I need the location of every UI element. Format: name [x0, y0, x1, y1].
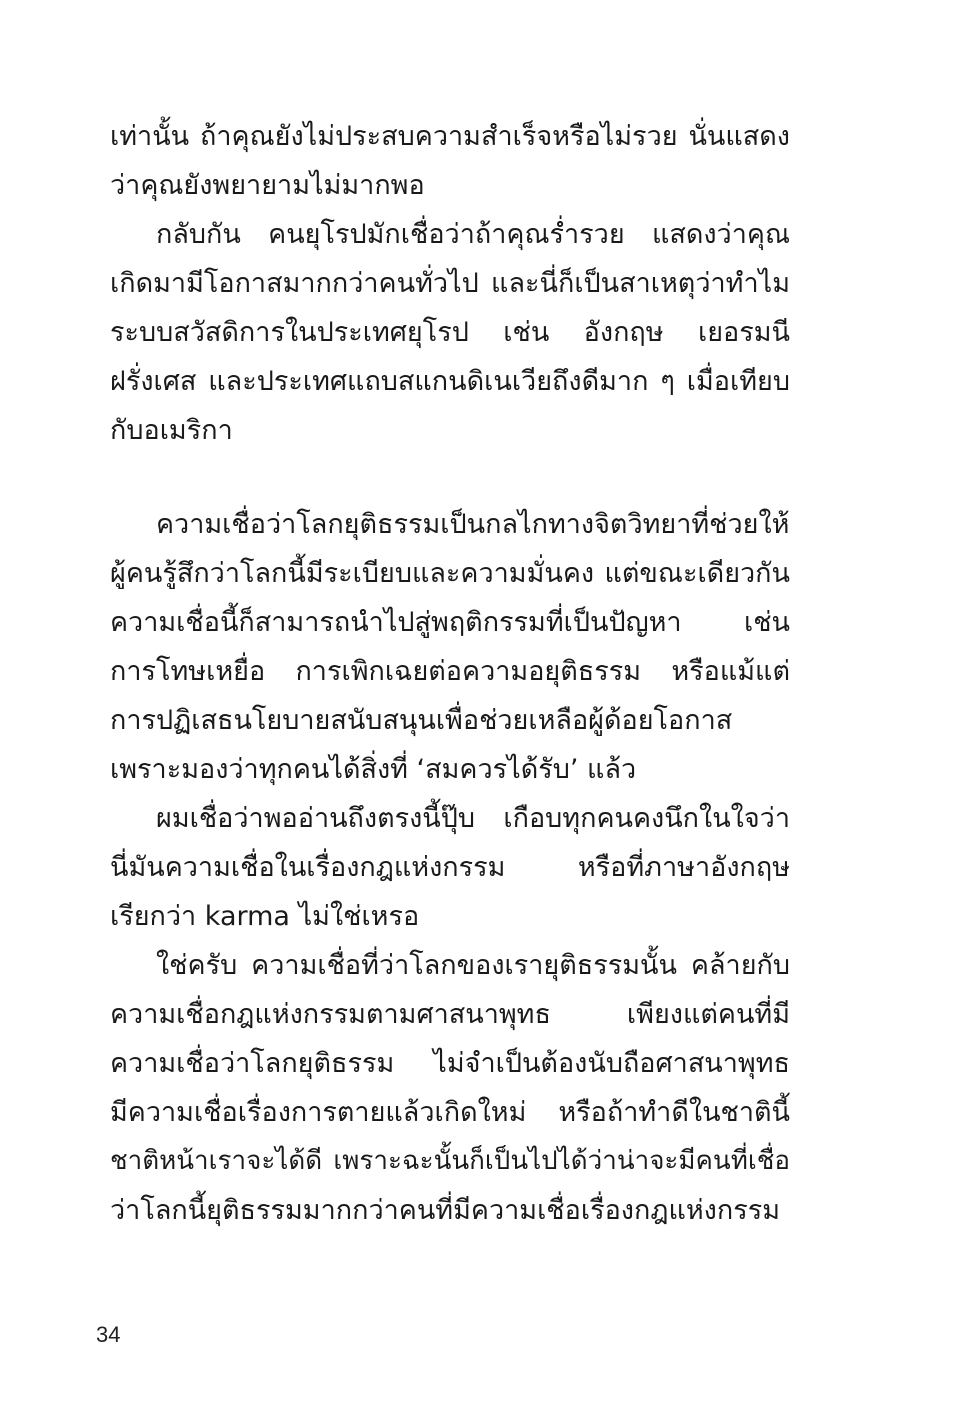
text-line: ฝรั่งเศส และประเทศแถบสแกนดิเนเวียถึงดีมาก ๆ เมื่อเทียบ	[110, 366, 790, 397]
text-line: กับอเมริกา	[110, 415, 233, 446]
paragraph-block-2	[110, 500, 790, 1235]
text-line: มีความเชื่อเรื่องการตายแล้วเกิดใหม่ หรือถ้าทำดีในชาตินี้	[110, 1097, 790, 1128]
text-line: กลับกัน คนยุโรปมักเชื่อว่าถ้าคุณร่ำรวย แสดงว่าคุณ	[156, 219, 790, 250]
text-line: เกิดมามีโอกาสมากกว่าคนทั่วไป และนี่ก็เป็นสาเหตุว่าทำไม	[110, 268, 790, 299]
text-line: ความเชื่อนี้ก็สามารถนำไปสู่พฤติกรรมที่เป็นปัญหา เช่น	[110, 607, 790, 638]
text-line: ใช่ครับ ความเชื่อที่ว่าโลกของเรายุติธรรมนั้น คล้ายกับ	[156, 950, 790, 981]
text-line: ความเชื่อว่าโลกยุติธรรม ไม่จำเป็นต้องนับถือศาสนาพุทธ	[110, 1048, 790, 1079]
text-line: ผู้คนรู้สึกว่าโลกนี้มีระเบียบและความมั่นคง แต่ขณะเดียวกัน	[110, 558, 790, 589]
page-number: 34	[96, 1322, 121, 1347]
text-line: นี่มันความเชื่อในเรื่องกฎแห่งกรรม หรือที่ภาษาอังกฤษ	[110, 852, 790, 883]
text-line: ความเชื่อว่าโลกยุติธรรมเป็นกลไกทางจิตวิทยาที่ช่วยให้	[156, 509, 790, 540]
text-line: เพราะมองว่าทุกคนได้สิ่งที่ ‘สมควรได้รับ’ แล้ว	[110, 754, 637, 785]
text-line: เท่านั้น ถ้าคุณยังไม่ประสบความสำเร็จหรือไม่รวย นั่นแสดง	[110, 121, 790, 152]
text-line: ระบบสวัสดิการในประเทศยุโรป เช่น อังกฤษ เยอรมนี	[110, 317, 790, 348]
text-line: เรียกว่า karma ไม่ใช่เหรอ	[110, 901, 420, 932]
text-line: การโทษเหยื่อ การเพิกเฉยต่อความอยุติธรรม หรือแม้แต่	[110, 656, 790, 687]
text-line: ว่าคุณยังพยายามไม่มากพอ	[110, 170, 425, 201]
text-line: ความเชื่อกฎแห่งกรรมตามศาสนาพุทธ เพียงแต่คนที่มี	[110, 999, 790, 1030]
text-line: การปฏิเสธนโยบายสนับสนุนเพื่อช่วยเหลือผู้ด้อยโอกาส	[110, 705, 733, 736]
paragraph-block-1	[110, 112, 790, 455]
text-line: ชาติหน้าเราจะได้ดี เพราะฉะนั้นก็เป็นไปได้ว่าน่าจะมีคนที่เชื่อ	[110, 1146, 790, 1176]
text-line: ว่าโลกนี้ยุติธรรมมากกว่าคนที่มีความเชื่อเรื่องกฎแห่งกรรม	[110, 1195, 780, 1226]
text-line: ผมเชื่อว่าพออ่านถึงตรงนี้ปุ๊บ เกือบทุกคนคงนึกในใจว่า	[156, 803, 790, 834]
